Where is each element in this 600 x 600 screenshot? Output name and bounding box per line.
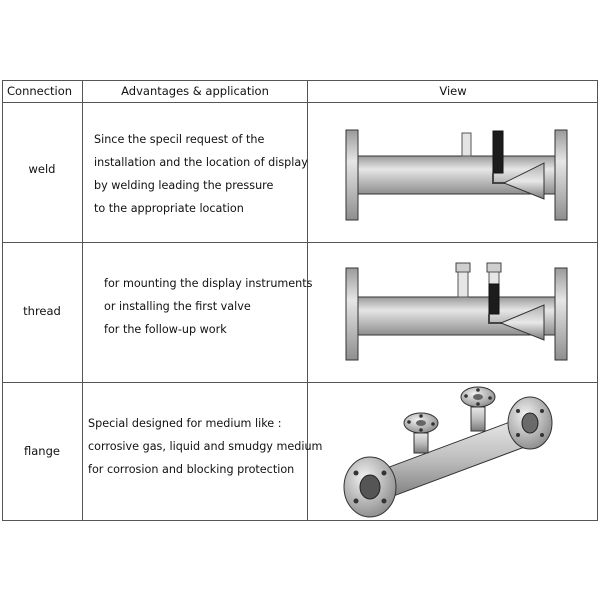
- flange-line-2: corrosive gas, liquid and smudgy medium: [88, 440, 323, 453]
- thread-line-2: or installing the first valve: [104, 300, 251, 313]
- flange-view: [308, 383, 598, 520]
- header-advantages: Advantages & application: [121, 84, 269, 98]
- weld-view: [308, 103, 598, 242]
- flange-description: [88, 412, 322, 481]
- connection-weld: weld: [28, 162, 56, 176]
- col-divider-1: [82, 80, 83, 521]
- header-connection: Connection: [7, 84, 73, 98]
- flange-line-1: Special designed for medium like :: [88, 417, 282, 430]
- weld-line-2: installation and the location of display: [94, 156, 308, 169]
- connection-flange: flange: [24, 444, 60, 458]
- thread-line-1: for mounting the display instruments: [104, 277, 313, 290]
- weld-line-4: to the appropriate location: [94, 202, 244, 215]
- connection-thread: thread: [23, 304, 61, 318]
- weld-description: [94, 128, 308, 220]
- thread-view: [308, 243, 598, 382]
- thread-description: [104, 272, 313, 341]
- weld-pipe-drawing: [308, 103, 598, 242]
- weld-line-3: by welding leading the pressure: [94, 179, 274, 192]
- flange-pipe-drawing: [308, 383, 598, 520]
- thread-pipe-drawing: [308, 243, 598, 382]
- thread-line-3: for the follow-up work: [104, 323, 227, 336]
- flange-line-3: for corrosion and blocking protection: [88, 463, 295, 476]
- table-border-bottom: [2, 520, 598, 521]
- connection-table: [2, 80, 598, 521]
- weld-line-1: Since the specil request of the: [94, 133, 265, 146]
- header-view: View: [439, 84, 467, 98]
